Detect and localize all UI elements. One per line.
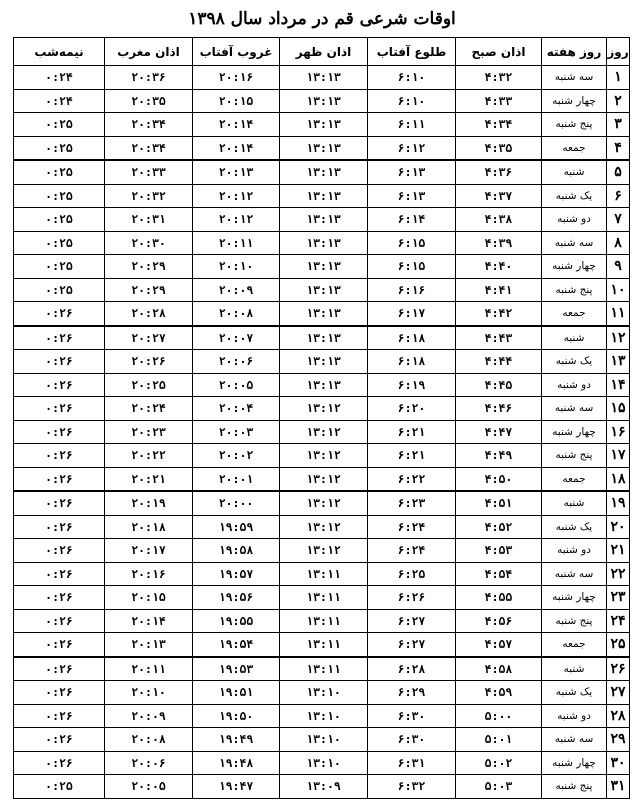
sunrise-cell: ۶:۲۰	[368, 397, 456, 421]
day-cell: ۴	[607, 136, 630, 160]
day-cell: ۲۳	[607, 586, 630, 610]
fajr-cell: ۴:۵۱	[456, 491, 542, 515]
day-cell: ۱۱	[607, 302, 630, 326]
weekday-cell: چهار شنبه	[542, 255, 607, 279]
day-cell: ۲۱	[607, 539, 630, 563]
dhuhr-cell: ۱۳:۱۱	[280, 562, 368, 586]
header-sunset: غروب آفتاب	[193, 38, 280, 66]
weekday-cell: جمعه	[542, 633, 607, 657]
weekday-cell: شنبه	[542, 160, 607, 184]
sunset-cell: ۲۰:۰۱	[193, 467, 280, 491]
weekday-cell: چهار شنبه	[542, 751, 607, 775]
sunrise-cell: ۶:۲۱	[368, 444, 456, 468]
day-cell: ۱۶	[607, 420, 630, 444]
sunset-cell: ۱۹:۵۹	[193, 515, 280, 539]
maghrib-cell: ۲۰:۰۸	[105, 728, 193, 752]
fajr-cell: ۵:۰۲	[456, 751, 542, 775]
dhuhr-cell: ۱۳:۱۱	[280, 609, 368, 633]
fajr-cell: ۴:۵۳	[456, 539, 542, 563]
maghrib-cell: ۲۰:۲۱	[105, 467, 193, 491]
weekday-cell: سه شنبه	[542, 562, 607, 586]
fajr-cell: ۴:۴۱	[456, 278, 542, 302]
midnight-cell: ۰:۲۵	[14, 184, 105, 208]
header-dhuhr: اذان ظهر	[280, 38, 368, 66]
dhuhr-cell: ۱۳:۱۰	[280, 681, 368, 705]
header-row	[14, 38, 630, 66]
fajr-cell: ۴:۴۴	[456, 350, 542, 374]
day-cell: ۲۰	[607, 515, 630, 539]
midnight-cell: ۰:۲۶	[14, 491, 105, 515]
table-row	[14, 467, 630, 491]
weekday-cell: جمعه	[542, 136, 607, 160]
maghrib-cell: ۲۰:۲۶	[105, 350, 193, 374]
sunrise-cell: ۶:۱۴	[368, 208, 456, 232]
midnight-cell: ۰:۲۶	[14, 397, 105, 421]
table-row	[14, 89, 630, 113]
maghrib-cell: ۲۰:۳۴	[105, 113, 193, 137]
midnight-cell: ۰:۲۶	[14, 302, 105, 326]
weekday-cell: یک شنبه	[542, 515, 607, 539]
table-row	[14, 208, 630, 232]
fajr-cell: ۴:۴۳	[456, 326, 542, 350]
table-row	[14, 515, 630, 539]
sunset-cell: ۱۹:۵۸	[193, 539, 280, 563]
day-cell: ۲۹	[607, 728, 630, 752]
sunrise-cell: ۶:۳۲	[368, 775, 456, 799]
dhuhr-cell: ۱۳:۱۳	[280, 160, 368, 184]
sunset-cell: ۲۰:۱۴	[193, 113, 280, 137]
header-weekday: روز هفته	[542, 38, 607, 66]
weekday-cell: جمعه	[542, 302, 607, 326]
weekday-cell: پنج شنبه	[542, 609, 607, 633]
midnight-cell: ۰:۲۶	[14, 586, 105, 610]
sunrise-cell: ۶:۲۵	[368, 562, 456, 586]
sunset-cell: ۱۹:۵۶	[193, 586, 280, 610]
midnight-cell: ۰:۲۶	[14, 609, 105, 633]
dhuhr-cell: ۱۳:۱۳	[280, 255, 368, 279]
table-row	[14, 255, 630, 279]
weekday-cell: یک شنبه	[542, 184, 607, 208]
sunset-cell: ۱۹:۵۵	[193, 609, 280, 633]
weekday-cell: دو شنبه	[542, 704, 607, 728]
maghrib-cell: ۲۰:۳۵	[105, 89, 193, 113]
weekday-cell: پنج شنبه	[542, 113, 607, 137]
weekday-cell: یک شنبه	[542, 681, 607, 705]
table-row	[14, 113, 630, 137]
sunrise-cell: ۶:۳۰	[368, 728, 456, 752]
fajr-cell: ۴:۴۲	[456, 302, 542, 326]
maghrib-cell: ۲۰:۱۰	[105, 681, 193, 705]
sunrise-cell: ۶:۱۳	[368, 184, 456, 208]
dhuhr-cell: ۱۳:۱۰	[280, 751, 368, 775]
fajr-cell: ۵:۰۳	[456, 775, 542, 799]
dhuhr-cell: ۱۳:۱۲	[280, 420, 368, 444]
fajr-cell: ۴:۳۹	[456, 231, 542, 255]
midnight-cell: ۰:۲۶	[14, 751, 105, 775]
table-row	[14, 633, 630, 657]
fajr-cell: ۵:۰۱	[456, 728, 542, 752]
day-cell: ۲۷	[607, 681, 630, 705]
weekday-cell: دو شنبه	[542, 208, 607, 232]
sunrise-cell: ۶:۲۸	[368, 657, 456, 681]
midnight-cell: ۰:۲۶	[14, 420, 105, 444]
dhuhr-cell: ۱۳:۱۲	[280, 467, 368, 491]
table-row	[14, 373, 630, 397]
table-row	[14, 302, 630, 326]
dhuhr-cell: ۱۳:۱۰	[280, 728, 368, 752]
dhuhr-cell: ۱۳:۱۲	[280, 491, 368, 515]
fajr-cell: ۴:۳۸	[456, 208, 542, 232]
weekday-cell: سه شنبه	[542, 728, 607, 752]
dhuhr-cell: ۱۳:۱۲	[280, 397, 368, 421]
table-row	[14, 160, 630, 184]
table-row	[14, 444, 630, 468]
day-cell: ۱۳	[607, 350, 630, 374]
sunrise-cell: ۶:۱۵	[368, 255, 456, 279]
dhuhr-cell: ۱۳:۰۹	[280, 775, 368, 799]
day-cell: ۱۹	[607, 491, 630, 515]
weekday-cell: یک شنبه	[542, 350, 607, 374]
sunrise-cell: ۶:۲۷	[368, 633, 456, 657]
midnight-cell: ۰:۲۵	[14, 136, 105, 160]
table-row	[14, 231, 630, 255]
fajr-cell: ۴:۳۷	[456, 184, 542, 208]
day-cell: ۱۲	[607, 326, 630, 350]
maghrib-cell: ۲۰:۱۸	[105, 515, 193, 539]
day-cell: ۸	[607, 231, 630, 255]
dhuhr-cell: ۱۳:۱۲	[280, 515, 368, 539]
midnight-cell: ۰:۲۵	[14, 113, 105, 137]
weekday-cell: شنبه	[542, 491, 607, 515]
sunrise-cell: ۶:۲۳	[368, 491, 456, 515]
table-row	[14, 681, 630, 705]
weekday-cell: سه شنبه	[542, 66, 607, 90]
maghrib-cell: ۲۰:۲۳	[105, 420, 193, 444]
sunset-cell: ۱۹:۵۰	[193, 704, 280, 728]
table-row	[14, 136, 630, 160]
table-body	[14, 66, 630, 799]
table-row	[14, 491, 630, 515]
dhuhr-cell: ۱۳:۱۳	[280, 231, 368, 255]
fajr-cell: ۴:۳۳	[456, 89, 542, 113]
dhuhr-cell: ۱۳:۱۳	[280, 302, 368, 326]
sunset-cell: ۲۰:۱۱	[193, 231, 280, 255]
sunrise-cell: ۶:۱۰	[368, 66, 456, 90]
header-day: روز	[607, 38, 630, 66]
table-row	[14, 609, 630, 633]
midnight-cell: ۰:۲۵	[14, 255, 105, 279]
table-row	[14, 184, 630, 208]
day-cell: ۶	[607, 184, 630, 208]
page-title: اوقات شرعی قم در مرداد سال ۱۳۹۸	[188, 9, 456, 29]
prayer-times-table	[13, 37, 630, 799]
midnight-cell: ۰:۲۶	[14, 704, 105, 728]
maghrib-cell: ۲۰:۳۶	[105, 66, 193, 90]
weekday-cell: چهار شنبه	[542, 89, 607, 113]
sunrise-cell: ۶:۳۱	[368, 751, 456, 775]
sunrise-cell: ۶:۱۸	[368, 326, 456, 350]
maghrib-cell: ۲۰:۱۱	[105, 657, 193, 681]
table-row	[14, 728, 630, 752]
day-cell: ۲	[607, 89, 630, 113]
weekday-cell: دو شنبه	[542, 539, 607, 563]
maghrib-cell: ۲۰:۱۶	[105, 562, 193, 586]
day-cell: ۹	[607, 255, 630, 279]
day-cell: ۱۰	[607, 278, 630, 302]
sunset-cell: ۲۰:۱۰	[193, 255, 280, 279]
sunset-cell: ۲۰:۱۲	[193, 208, 280, 232]
sunset-cell: ۲۰:۰۸	[193, 302, 280, 326]
weekday-cell: شنبه	[542, 326, 607, 350]
midnight-cell: ۰:۲۶	[14, 350, 105, 374]
sunset-cell: ۱۹:۴۸	[193, 751, 280, 775]
sunset-cell: ۲۰:۰۲	[193, 444, 280, 468]
dhuhr-cell: ۱۳:۱۲	[280, 539, 368, 563]
day-cell: ۲۵	[607, 633, 630, 657]
fajr-cell: ۴:۵۲	[456, 515, 542, 539]
day-cell: ۲۴	[607, 609, 630, 633]
fajr-cell: ۴:۵۷	[456, 633, 542, 657]
day-cell: ۲۶	[607, 657, 630, 681]
sunset-cell: ۱۹:۵۴	[193, 633, 280, 657]
day-cell: ۱۵	[607, 397, 630, 421]
maghrib-cell: ۲۰:۰۶	[105, 751, 193, 775]
maghrib-cell: ۲۰:۳۱	[105, 208, 193, 232]
table-row	[14, 66, 630, 90]
sunrise-cell: ۶:۲۷	[368, 609, 456, 633]
midnight-cell: ۰:۲۵	[14, 278, 105, 302]
sunrise-cell: ۶:۱۲	[368, 136, 456, 160]
sunset-cell: ۱۹:۵۱	[193, 681, 280, 705]
sunrise-cell: ۶:۱۸	[368, 350, 456, 374]
midnight-cell: ۰:۲۶	[14, 515, 105, 539]
sunset-cell: ۲۰:۰۳	[193, 420, 280, 444]
table-row	[14, 278, 630, 302]
midnight-cell: ۰:۲۶	[14, 728, 105, 752]
weekday-cell: سه شنبه	[542, 397, 607, 421]
fajr-cell: ۴:۴۶	[456, 397, 542, 421]
sunset-cell: ۲۰:۰۰	[193, 491, 280, 515]
maghrib-cell: ۲۰:۲۷	[105, 326, 193, 350]
table-row	[14, 326, 630, 350]
sunrise-cell: ۶:۱۷	[368, 302, 456, 326]
dhuhr-cell: ۱۳:۱۳	[280, 89, 368, 113]
header-maghrib: اذان مغرب	[105, 38, 193, 66]
day-cell: ۱۸	[607, 467, 630, 491]
sunrise-cell: ۶:۲۹	[368, 681, 456, 705]
sunset-cell: ۲۰:۰۹	[193, 278, 280, 302]
maghrib-cell: ۲۰:۱۴	[105, 609, 193, 633]
midnight-cell: ۰:۲۶	[14, 681, 105, 705]
table-row	[14, 420, 630, 444]
sunrise-cell: ۶:۲۶	[368, 586, 456, 610]
sunrise-cell: ۶:۳۰	[368, 704, 456, 728]
weekday-cell: پنج شنبه	[542, 775, 607, 799]
fajr-cell: ۴:۳۴	[456, 113, 542, 137]
sunset-cell: ۱۹:۴۷	[193, 775, 280, 799]
fajr-cell: ۴:۵۰	[456, 467, 542, 491]
dhuhr-cell: ۱۳:۱۳	[280, 208, 368, 232]
table-row	[14, 397, 630, 421]
table-row	[14, 539, 630, 563]
day-cell: ۳	[607, 113, 630, 137]
sunset-cell: ۲۰:۱۲	[193, 184, 280, 208]
dhuhr-cell: ۱۳:۱۳	[280, 278, 368, 302]
dhuhr-cell: ۱۳:۱۲	[280, 444, 368, 468]
fajr-cell: ۴:۳۵	[456, 136, 542, 160]
dhuhr-cell: ۱۳:۱۱	[280, 657, 368, 681]
fajr-cell: ۴:۵۵	[456, 586, 542, 610]
sunset-cell: ۲۰:۱۴	[193, 136, 280, 160]
day-cell: ۳۱	[607, 775, 630, 799]
sunset-cell: ۱۹:۵۷	[193, 562, 280, 586]
fajr-cell: ۴:۵۶	[456, 609, 542, 633]
fajr-cell: ۴:۴۷	[456, 420, 542, 444]
day-cell: ۳۰	[607, 751, 630, 775]
table-row	[14, 751, 630, 775]
dhuhr-cell: ۱۳:۱۱	[280, 586, 368, 610]
maghrib-cell: ۲۰:۳۲	[105, 184, 193, 208]
fajr-cell: ۴:۴۹	[456, 444, 542, 468]
sunrise-cell: ۶:۱۵	[368, 231, 456, 255]
day-cell: ۷	[607, 208, 630, 232]
sunset-cell: ۱۹:۵۳	[193, 657, 280, 681]
weekday-cell: پنج شنبه	[542, 278, 607, 302]
fajr-cell: ۴:۳۲	[456, 66, 542, 90]
fajr-cell: ۴:۵۸	[456, 657, 542, 681]
midnight-cell: ۰:۲۶	[14, 539, 105, 563]
sunrise-cell: ۶:۲۲	[368, 467, 456, 491]
sunset-cell: ۲۰:۱۳	[193, 160, 280, 184]
weekday-cell: چهار شنبه	[542, 586, 607, 610]
maghrib-cell: ۲۰:۳۳	[105, 160, 193, 184]
weekday-cell: جمعه	[542, 467, 607, 491]
midnight-cell: ۰:۲۵	[14, 208, 105, 232]
maghrib-cell: ۲۰:۳۴	[105, 136, 193, 160]
sunset-cell: ۲۰:۱۵	[193, 89, 280, 113]
weekday-cell: شنبه	[542, 657, 607, 681]
midnight-cell: ۰:۲۵	[14, 775, 105, 799]
table-row	[14, 775, 630, 799]
dhuhr-cell: ۱۳:۱۳	[280, 136, 368, 160]
dhuhr-cell: ۱۳:۱۳	[280, 184, 368, 208]
dhuhr-cell: ۱۳:۱۳	[280, 373, 368, 397]
sunset-cell: ۲۰:۰۴	[193, 397, 280, 421]
sunrise-cell: ۶:۱۶	[368, 278, 456, 302]
fajr-cell: ۴:۴۵	[456, 373, 542, 397]
header-fajr: اذان صبح	[456, 38, 542, 66]
maghrib-cell: ۲۰:۰۹	[105, 704, 193, 728]
maghrib-cell: ۲۰:۲۲	[105, 444, 193, 468]
fajr-cell: ۴:۳۶	[456, 160, 542, 184]
midnight-cell: ۰:۲۶	[14, 326, 105, 350]
maghrib-cell: ۲۰:۲۹	[105, 278, 193, 302]
sunset-cell: ۲۰:۰۶	[193, 350, 280, 374]
sunrise-cell: ۶:۲۱	[368, 420, 456, 444]
day-cell: ۲۸	[607, 704, 630, 728]
dhuhr-cell: ۱۳:۱۳	[280, 326, 368, 350]
dhuhr-cell: ۱۳:۱۳	[280, 350, 368, 374]
maghrib-cell: ۲۰:۱۵	[105, 586, 193, 610]
midnight-cell: ۰:۲۶	[14, 373, 105, 397]
maghrib-cell: ۲۰:۲۹	[105, 255, 193, 279]
header-midnight: نیمه‌شب	[14, 38, 105, 66]
dhuhr-cell: ۱۳:۱۳	[280, 113, 368, 137]
sunset-cell: ۲۰:۰۷	[193, 326, 280, 350]
maghrib-cell: ۲۰:۳۰	[105, 231, 193, 255]
maghrib-cell: ۲۰:۲۵	[105, 373, 193, 397]
table-row	[14, 657, 630, 681]
maghrib-cell: ۲۰:۱۳	[105, 633, 193, 657]
midnight-cell: ۰:۲۴	[14, 66, 105, 90]
midnight-cell: ۰:۲۵	[14, 160, 105, 184]
midnight-cell: ۰:۲۶	[14, 467, 105, 491]
day-cell: ۱۷	[607, 444, 630, 468]
midnight-cell: ۰:۲۶	[14, 657, 105, 681]
weekday-cell: چهار شنبه	[542, 420, 607, 444]
sunset-cell: ۲۰:۱۶	[193, 66, 280, 90]
day-cell: ۵	[607, 160, 630, 184]
table-row	[14, 350, 630, 374]
maghrib-cell: ۲۰:۱۷	[105, 539, 193, 563]
day-cell: ۱۴	[607, 373, 630, 397]
sunset-cell: ۱۹:۴۹	[193, 728, 280, 752]
table-row	[14, 562, 630, 586]
midnight-cell: ۰:۲۴	[14, 89, 105, 113]
weekday-cell: سه شنبه	[542, 231, 607, 255]
weekday-cell: دو شنبه	[542, 373, 607, 397]
maghrib-cell: ۲۰:۱۹	[105, 491, 193, 515]
dhuhr-cell: ۱۳:۱۳	[280, 66, 368, 90]
dhuhr-cell: ۱۳:۱۱	[280, 633, 368, 657]
sunset-cell: ۲۰:۰۵	[193, 373, 280, 397]
maghrib-cell: ۲۰:۰۵	[105, 775, 193, 799]
midnight-cell: ۰:۲۶	[14, 633, 105, 657]
midnight-cell: ۰:۲۶	[14, 444, 105, 468]
sunrise-cell: ۶:۱۰	[368, 89, 456, 113]
weekday-cell: پنج شنبه	[542, 444, 607, 468]
midnight-cell: ۰:۲۶	[14, 562, 105, 586]
sunrise-cell: ۶:۲۴	[368, 539, 456, 563]
dhuhr-cell: ۱۳:۱۰	[280, 704, 368, 728]
table-row	[14, 586, 630, 610]
fajr-cell: ۴:۴۰	[456, 255, 542, 279]
day-cell: ۲۲	[607, 562, 630, 586]
midnight-cell: ۰:۲۵	[14, 231, 105, 255]
sunrise-cell: ۶:۲۴	[368, 515, 456, 539]
day-cell: ۱	[607, 66, 630, 90]
maghrib-cell: ۲۰:۲۸	[105, 302, 193, 326]
sunrise-cell: ۶:۱۱	[368, 113, 456, 137]
fajr-cell: ۴:۵۹	[456, 681, 542, 705]
table-row	[14, 704, 630, 728]
sunrise-cell: ۶:۱۹	[368, 373, 456, 397]
sunrise-cell: ۶:۱۳	[368, 160, 456, 184]
maghrib-cell: ۲۰:۲۴	[105, 397, 193, 421]
header-sunrise: طلوع آفتاب	[368, 38, 456, 66]
fajr-cell: ۴:۵۴	[456, 562, 542, 586]
fajr-cell: ۵:۰۰	[456, 704, 542, 728]
